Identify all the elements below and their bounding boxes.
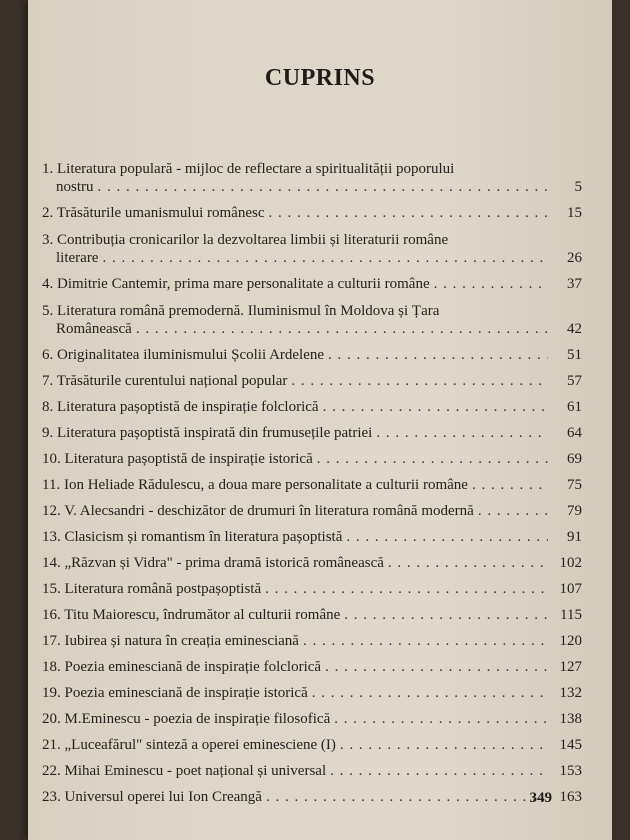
toc-entry-title: 18. Poezia eminesciană de inspirație folclorică bbox=[42, 659, 322, 675]
dot-leader bbox=[136, 320, 548, 338]
toc-entry-page-number: 115 bbox=[560, 607, 582, 623]
toc-entry-page-number: 37 bbox=[567, 276, 582, 292]
dot-leader bbox=[98, 178, 549, 196]
toc-entry bbox=[42, 275, 582, 293]
dot-leader bbox=[312, 684, 548, 702]
toc-entry-page-number: 75 bbox=[567, 477, 582, 493]
toc-entry-title-continuation: Românească bbox=[56, 321, 132, 337]
dot-leader bbox=[102, 249, 548, 267]
toc-entry-title: 23. Universul operei lui Ion Creangă bbox=[42, 789, 262, 805]
toc-entry-title: 11. Ion Heliade Rădulescu, a doua mare personalitate a culturii române bbox=[42, 477, 468, 493]
toc-entry-page-number: 15 bbox=[567, 205, 582, 221]
toc-entry bbox=[42, 684, 582, 702]
dot-leader bbox=[317, 450, 548, 468]
toc-entry bbox=[42, 450, 582, 468]
toc-entry bbox=[42, 204, 582, 222]
toc-entry-page-number: 57 bbox=[567, 373, 582, 389]
dot-leader bbox=[334, 710, 548, 728]
toc-entry bbox=[42, 231, 582, 267]
toc-entry bbox=[42, 554, 582, 572]
toc-entry-page-number: 153 bbox=[559, 763, 582, 779]
dot-leader bbox=[330, 762, 548, 780]
toc-entry-title: 20. M.Eminescu - poezia de inspirație filosofică bbox=[42, 711, 331, 727]
dot-leader bbox=[303, 632, 548, 650]
dot-leader bbox=[388, 554, 548, 572]
toc-entry-title-continuation: literare bbox=[56, 250, 99, 266]
toc-entry-page-number: 51 bbox=[567, 347, 582, 363]
toc-entry bbox=[42, 762, 582, 780]
toc-entry bbox=[42, 346, 582, 364]
toc-entry-title: 6. Originalitatea iluminismului Școlii Ardelene bbox=[42, 347, 325, 363]
dot-leader bbox=[325, 658, 548, 676]
dot-leader bbox=[328, 346, 548, 364]
toc-entry-page-number: 132 bbox=[559, 685, 582, 701]
toc-entry-title: 16. Titu Maiorescu, îndrumător al culturii române bbox=[42, 607, 341, 623]
toc-entry bbox=[42, 528, 582, 546]
dot-leader bbox=[340, 736, 548, 754]
toc-entry-page-number: 145 bbox=[559, 737, 582, 753]
page-title: CUPRINS bbox=[264, 65, 376, 91]
toc-entry bbox=[42, 788, 582, 806]
page-number: 349 bbox=[529, 790, 552, 806]
toc-entry-title: 19. Poezia eminesciană de inspirație istorică bbox=[42, 685, 308, 701]
toc-entry-title: 17. Iubirea și natura în creația eminesciană bbox=[42, 633, 299, 649]
toc-entry-page-number: 64 bbox=[567, 425, 582, 441]
dot-leader bbox=[268, 204, 548, 222]
toc-entry-title: 21. „Luceafărul" sinteză a operei eminesciene (I) bbox=[42, 737, 336, 753]
toc-entry-title: 10. Literatura pașoptistă de inspirație istorică bbox=[42, 451, 313, 467]
toc-entry-title: 2. Trăsăturile umanismului românesc bbox=[42, 205, 265, 221]
dot-leader bbox=[376, 424, 548, 442]
toc-entry bbox=[42, 424, 582, 442]
toc-entry-page-number: 26 bbox=[567, 250, 582, 266]
book-page bbox=[28, 0, 612, 840]
toc-entry-page-number: 5 bbox=[574, 179, 582, 195]
toc-entry-title: 13. Clasicism și romantism în literatura pașoptistă bbox=[42, 529, 343, 545]
toc-entry-title: 1. Literatura populară - mijloc de reflectare a spiritualității poporului bbox=[42, 161, 455, 177]
toc-entry bbox=[42, 398, 582, 416]
toc-entry bbox=[42, 302, 582, 338]
toc-entry-title: 4. Dimitrie Cantemir, prima mare personalitate a culturii române bbox=[42, 276, 430, 292]
dot-leader bbox=[323, 398, 548, 416]
toc-entry bbox=[42, 658, 582, 676]
toc-entry-title: 7. Trăsăturile curentului național popular bbox=[42, 373, 288, 389]
dot-leader bbox=[344, 606, 548, 624]
toc-entry-title: 9. Literatura pașoptistă inspirată din frumusețile patriei bbox=[42, 425, 373, 441]
toc-entry bbox=[42, 372, 582, 390]
dot-leader bbox=[266, 788, 548, 806]
toc-entry-page-number: 120 bbox=[559, 633, 582, 649]
toc-entry bbox=[42, 580, 582, 598]
toc-entry bbox=[42, 632, 582, 650]
toc-entry-page-number: 69 bbox=[567, 451, 582, 467]
dot-leader bbox=[434, 275, 548, 293]
toc-entry bbox=[42, 160, 582, 196]
toc-entry bbox=[42, 502, 582, 520]
toc-entry-page-number: 91 bbox=[567, 529, 582, 545]
toc-entry-page-number: 107 bbox=[559, 581, 582, 597]
dot-leader bbox=[478, 502, 548, 520]
toc-entry-title: 12. V. Alecsandri - deschizător de drumuri în literatura română modernă bbox=[42, 503, 474, 519]
toc-entry-page-number: 79 bbox=[567, 503, 582, 519]
toc-entry-page-number: 61 bbox=[567, 399, 582, 415]
toc-entry-page-number: 138 bbox=[559, 711, 582, 727]
toc-entry bbox=[42, 476, 582, 494]
toc-entry-page-number: 163 bbox=[559, 789, 582, 805]
dot-leader bbox=[265, 580, 548, 598]
toc-entry-page-number: 42 bbox=[567, 321, 582, 337]
toc-entry-title: 15. Literatura română postpașoptistă bbox=[42, 581, 262, 597]
toc-entry-title: 22. Mihai Eminescu - poet național și universal bbox=[42, 763, 327, 779]
toc-entry bbox=[42, 606, 582, 624]
toc-entry-title: 8. Literatura pașoptistă de inspirație folclorică bbox=[42, 399, 319, 415]
toc-entry-title: 14. „Răzvan și Vidra" - prima dramă istorică românească bbox=[42, 555, 384, 571]
toc-entry-title: 3. Contribuția cronicarilor la dezvoltarea limbii și literaturii române bbox=[42, 232, 449, 248]
toc-entry bbox=[42, 736, 582, 754]
toc-entry bbox=[42, 710, 582, 728]
dot-leader bbox=[346, 528, 548, 546]
toc-entry-title-continuation: nostru bbox=[56, 179, 94, 195]
toc-entry-title: 5. Literatura română premodernă. Iluminismul în Moldova și Țara bbox=[42, 303, 440, 319]
dot-leader bbox=[472, 476, 548, 494]
dot-leader bbox=[291, 372, 548, 390]
table-of-contents bbox=[42, 160, 582, 806]
toc-entry-page-number: 127 bbox=[559, 659, 582, 675]
toc-entry-page-number: 102 bbox=[559, 555, 582, 571]
